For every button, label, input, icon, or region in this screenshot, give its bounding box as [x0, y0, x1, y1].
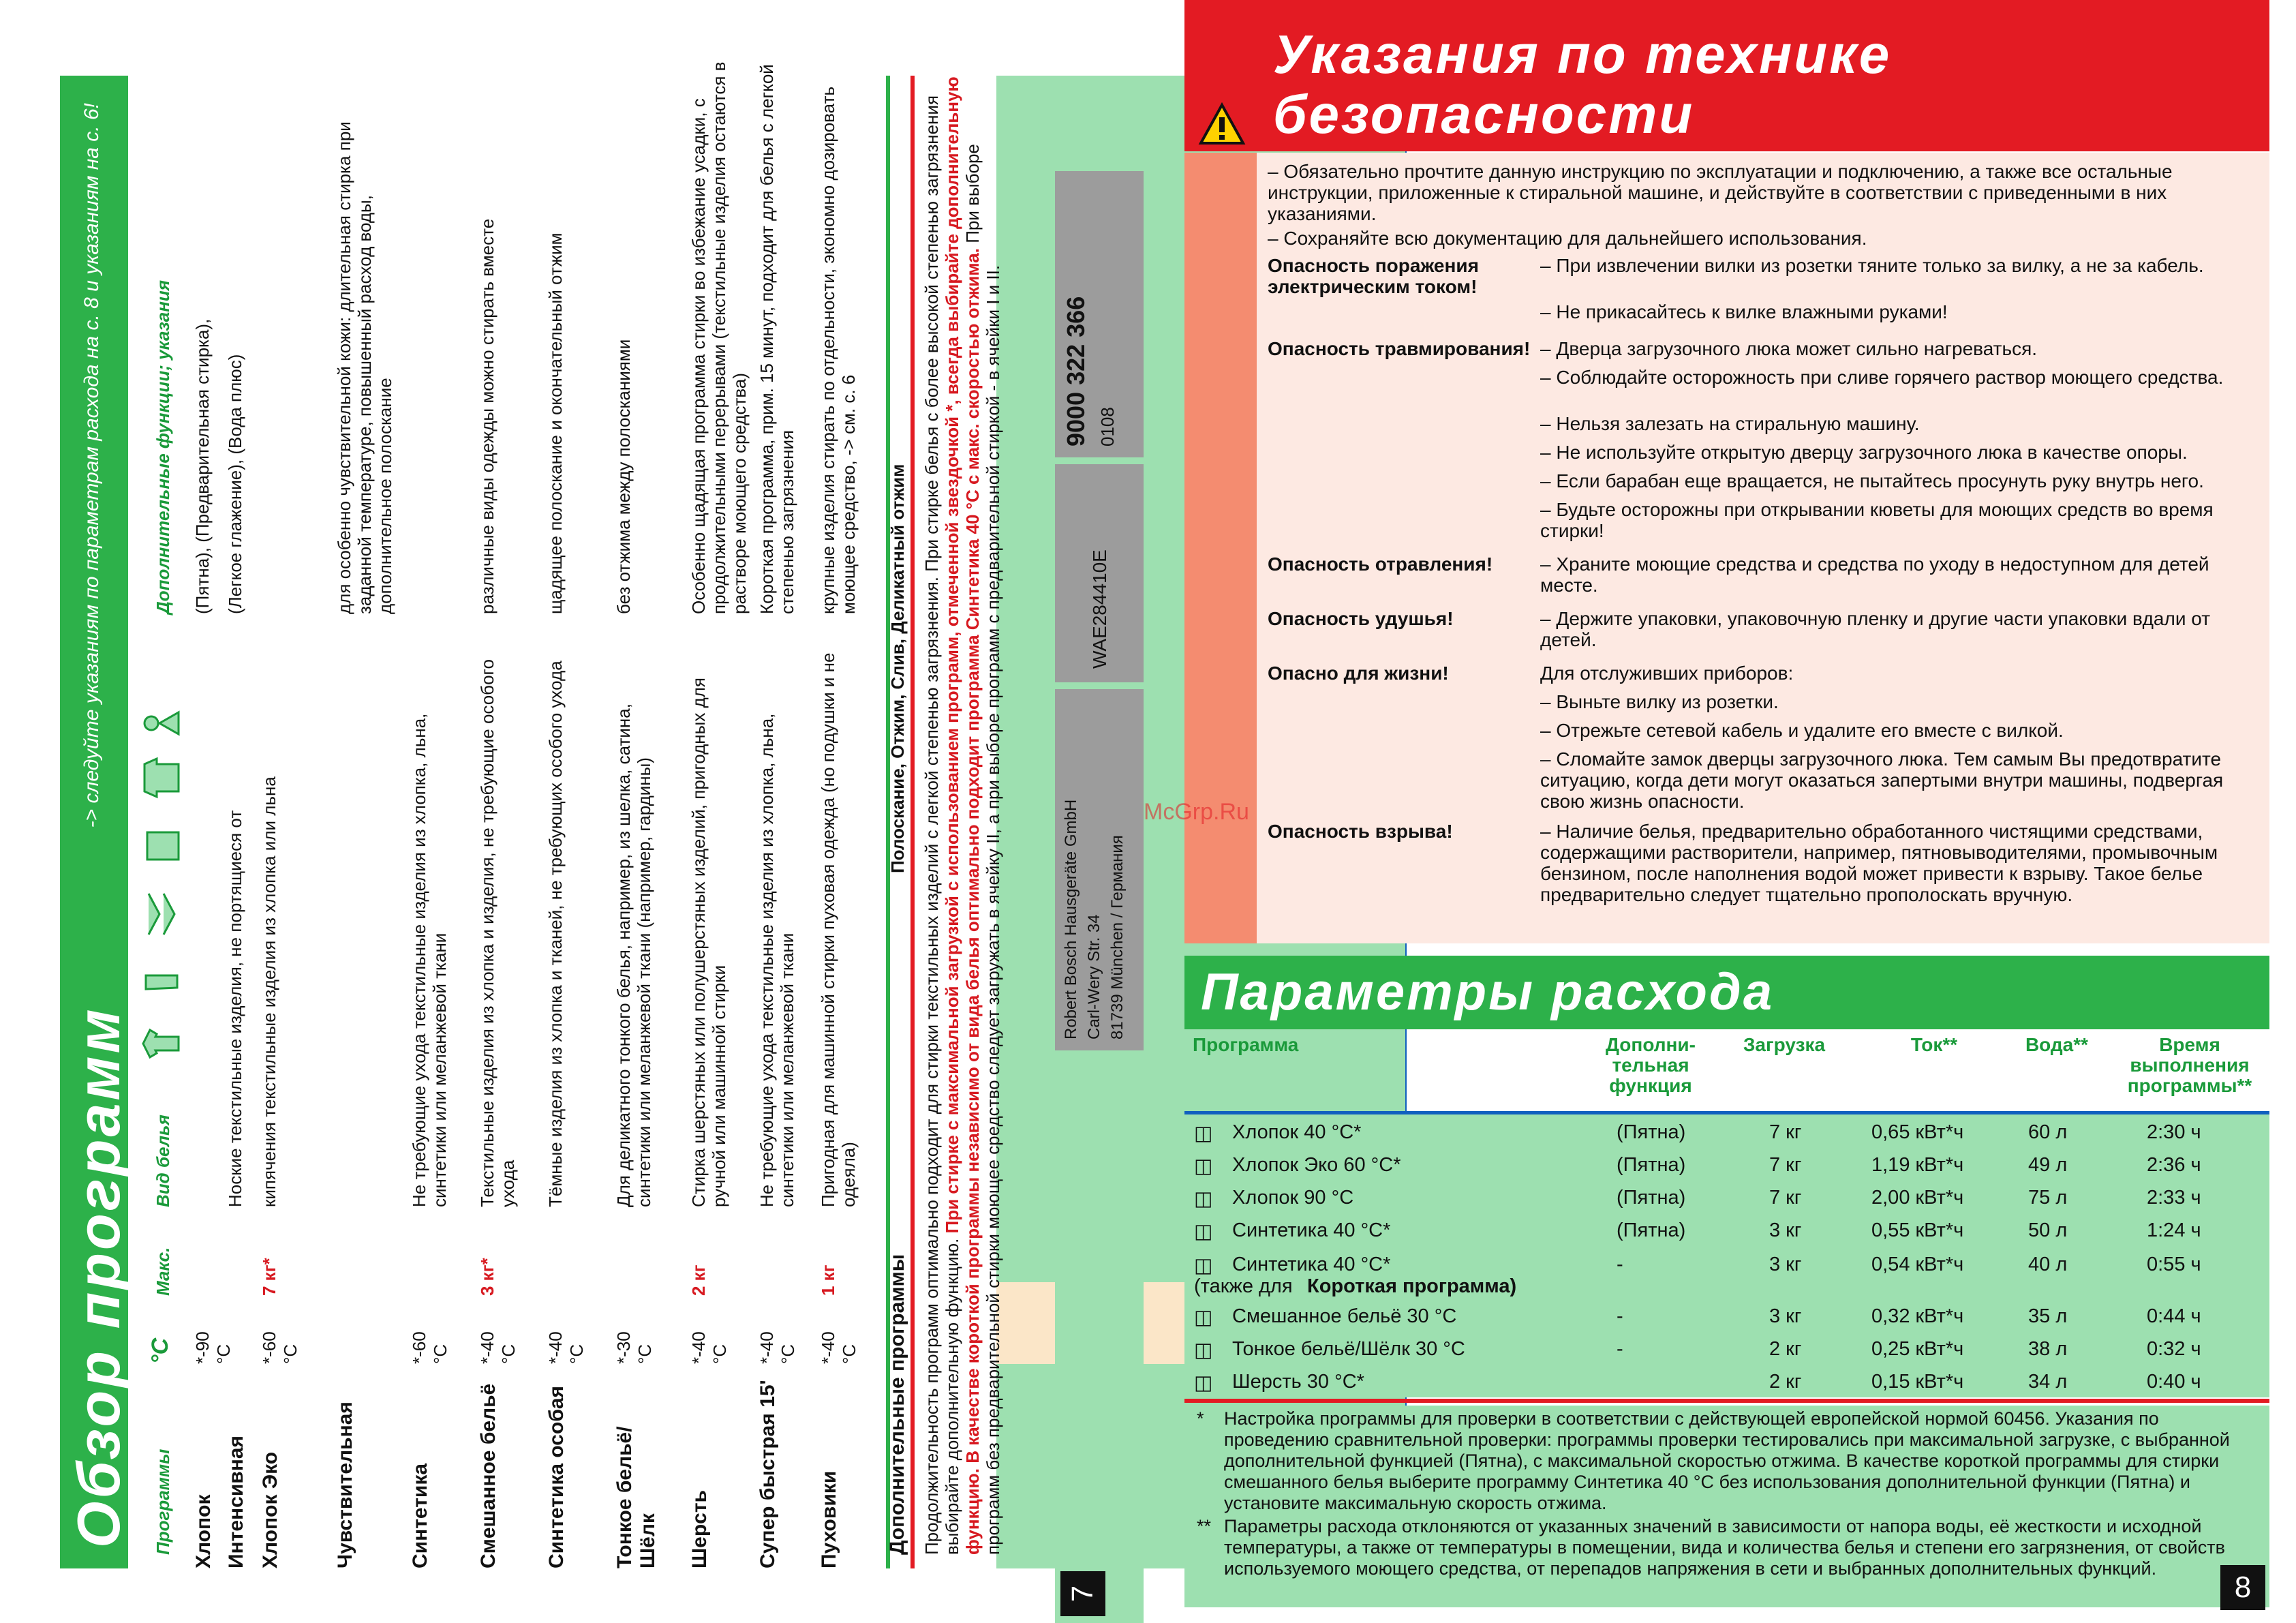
cell-water: 60 л [2028, 1121, 2068, 1143]
danger-label-3: Опасность отравления! [1268, 553, 1493, 575]
danger-item: – Не используйте открытую дверцу загрузочного люка в качестве опоры. [1540, 442, 2188, 463]
page-number-8: 8 [2220, 1565, 2265, 1610]
address-line-1: Robert Bosch Hausgeräte GmbH [1062, 799, 1080, 1040]
program-symbol-icon: ◫ [1194, 1188, 1213, 1210]
cell-water: 34 л [2028, 1371, 2068, 1393]
safety-title [1273, 25, 1891, 145]
danger-item: – Храните моющие средства и средства по уходу в недоступном для детей месте. [1540, 553, 2209, 596]
note-2: Параметры расхода отклоняются от указанных значений в зависимости от напора воды, её жесткости и исходной температуры, а также от температуры в помещении, вида и количества белья и степени его загрязнения, от свойств используемого моющего средства, от перепадов напряжения в сети и выбранных дополнительных функций. [1224, 1516, 2225, 1579]
cell-power: 1,19 кВт*ч [1871, 1154, 1964, 1176]
program-name: Тонкое бельё/Шёлк [613, 1426, 659, 1568]
cell-load: 3 кг [1769, 1219, 1802, 1241]
additional-programs-list: Полоскание, Отжим, Слив, Деликатный отжим [887, 464, 908, 873]
cell-load: 2 кг [1769, 1371, 1802, 1393]
danger-item: – Наличие белья, предварительно обработанного чистящими средствами, содержащими растворители, например, пятновыводителями, промывочным бензином, после наполнения водой может привести к взрыву. Такое белье предварительно следует тщательно прополоскать вручную. [1540, 821, 2218, 905]
header-temp: °C [147, 1337, 173, 1364]
cell-power: 0,55 кВт*ч [1871, 1219, 1964, 1241]
cell-program: Синтетика 40 °C* [1232, 1254, 1391, 1275]
program-options: различные виды одежды можно стирать вместе [477, 218, 498, 614]
program-max: 2 кг [688, 1264, 709, 1296]
cell-program: Шерсть 30 °C* [1232, 1371, 1364, 1393]
overview-header [132, 76, 187, 1568]
cell-time: 2:30 ч [2147, 1121, 2201, 1143]
program-symbol-icon: ◫ [1194, 1221, 1213, 1243]
program-name: Хлопок Эко [259, 1451, 281, 1568]
overview-title-bar [60, 76, 132, 1568]
program-temp: *-90 °C [192, 1331, 234, 1364]
program-kind: Стирка шерстяных или полушерстяных изделий, пригодных для ручной или машинной стирки [688, 678, 729, 1207]
danger-item: – Выньте вилку из розетки. [1540, 691, 1779, 712]
code-number-2: 0108 [1097, 407, 1118, 446]
header-kind: Вид белья [153, 1114, 173, 1207]
col-time [2118, 1035, 2261, 1096]
danger-item: – Отрежьте сетевой кабель и удалите его вместе с вилкой. [1540, 720, 2064, 741]
info-text: Продолжительность программ оптимально подходит для стирки текстильных изделий с легкой степенью загрязнения. При стирке белья с более высокой степенью загрязнения выбирайте дополнительную функцию. [921, 95, 962, 1555]
program-kind: Не требующие ухода текстильные изделия из хлопка, льна, синтетики или меланжевой ткани [409, 713, 450, 1207]
danger-item: – Сломайте замок дверцы загрузочного люка. Тем самым Вы предотвратите ситуацию, когда дети могут оказаться запертыми внутри машины, подвергая свою жизнь опасности. [1540, 748, 2224, 812]
program-temp: *-60 °C [259, 1331, 301, 1364]
cell-water: 38 л [2028, 1338, 2068, 1360]
model-number: WAE284410E [1089, 549, 1110, 669]
cell-water: 50 л [2028, 1219, 2068, 1241]
program-symbol-icon: ◫ [1194, 1255, 1213, 1277]
program-options: Особенно щадящая программа стирки во избежание усадки, с продолжительными перерывами (текстильные изделия остаются в растворе моющего средства) [688, 61, 750, 614]
cell-load: 2 кг [1769, 1338, 1802, 1360]
danger-item: Для отслуживших приборов: [1540, 663, 1794, 684]
program-options: без отжима между полосканиями [613, 339, 634, 614]
program-kind: Текстильные изделия из хлопка и изделия, не требующие особого ухода [477, 659, 518, 1207]
safety-title-bar [1184, 0, 2269, 151]
program-symbol-icon: ◫ [1194, 1123, 1213, 1144]
danger-item: – Дверца загрузочного люка может сильно нагреваться. [1540, 338, 2038, 359]
cell-option: - [1617, 1338, 1623, 1360]
program-temp: *-40 °C [756, 1331, 798, 1364]
col-option-1: Дополни- [1606, 1034, 1696, 1055]
danger-label-5: Опасно для жизни! [1268, 663, 1449, 684]
cell-option: (Пятна) [1617, 1187, 1686, 1209]
cell-program: Тонкое бельё/Шёлк 30 °C [1232, 1338, 1465, 1360]
cell-time: 2:36 ч [2147, 1154, 2201, 1176]
program-symbol-icon: ◫ [1194, 1372, 1213, 1394]
program-temp: *-60 °C [409, 1331, 450, 1364]
program-max: 3 кг* [477, 1258, 498, 1296]
program-temp: *-30 °C [613, 1331, 655, 1364]
consumption-notes [1184, 1406, 2269, 1607]
danger-label-1: Опасность поражения электрическим током! [1268, 255, 1479, 297]
cell-option: (Пятна) [1617, 1219, 1686, 1241]
danger-label-4: Опасность удушья! [1268, 608, 1454, 629]
page-number-7: 7 [1060, 1571, 1105, 1616]
cell-load: 3 кг [1769, 1254, 1802, 1275]
cell-option: - [1617, 1305, 1623, 1327]
program-name: Хлопок [192, 1494, 215, 1568]
safety-intro-1: – Обязательно прочтите данную инструкцию по эксплуатации и подключению, а также все остальные инструкции, приложенные к стиральной машине, и действуйте в соответствии с приведенными в них указаниями. [1268, 161, 2173, 224]
row5-sub-bold: Короткая программа) [1307, 1275, 1517, 1297]
program-symbol-icon: ◫ [1194, 1339, 1213, 1361]
program-max: 7 кг* [259, 1258, 279, 1296]
info-red-text: При стирке с максимальной загрузкой с использованием программ, отмеченной звездочкой *, всегда выбирайте дополнительную функцию. В качестве короткой программы независимо от вида белья оптимально подходит программа Синтетика 40 °C с макс. скоростью отжима. [942, 76, 983, 1555]
note-1-star: * [1197, 1408, 1204, 1429]
cell-time: 0:32 ч [2147, 1338, 2201, 1360]
program-options: для особенно чувствительной кожи: длительная стирка при заданной температуре, повышенный расход воды, дополнительное полоскание [334, 121, 395, 614]
safety-title-line-2: безопасности [1273, 84, 1695, 145]
col-option [1596, 1035, 1705, 1096]
cell-option: (Пятна) [1617, 1154, 1686, 1176]
program-name: Синтетика [409, 1463, 431, 1568]
danger-item: – Держите упаковки, упаковочную пленку и другие части упаковки вдали от детей. [1540, 608, 2211, 650]
cell-option: (Пятна) [1617, 1121, 1686, 1143]
model-box [1055, 464, 1144, 682]
info-text-2: При выборе программ без предварительной стирки моющее средство следует загружать в ячейку II, а при выборе программ с предварительной стиркой - в ячейки I и II. [962, 144, 1003, 1555]
overview-title: Обзор программ [65, 1006, 132, 1548]
cell-power: 0,54 кВт*ч [1871, 1254, 1964, 1275]
cell-water: 75 л [2028, 1187, 2068, 1209]
consumption-table [1184, 1111, 2269, 1397]
cell-water: 35 л [2028, 1305, 2068, 1327]
cell-program: Хлопок 40 °C* [1232, 1121, 1362, 1143]
header-options: Дополнительные функции; указания [153, 279, 173, 614]
note-1: Настройка программы для проверки в соответствии с действующей европейской нормой 60456. Указания по проведению сравнительной проверки: программы проверки тестировались при максимальной загрузке, с выбранной дополнительной функцией (Пятна), с максимальной скоростью отжима. В качестве короткой программы для стирки смешанного белья выберите программу Синтетика 40 °C без использования дополнительной функции (Пятна) и установите максимальную скорость отжима. [1224, 1408, 2230, 1513]
cell-load: 7 кг [1769, 1187, 1802, 1209]
cell-power: 0,65 кВт*ч [1871, 1121, 1964, 1143]
program-max: 1 кг [818, 1264, 838, 1296]
danger-label-6: Опасность взрыва! [1268, 821, 1453, 842]
address-box [1055, 689, 1144, 1050]
warning-icon [1198, 102, 1246, 146]
cell-power: 0,32 кВт*ч [1871, 1305, 1964, 1327]
cell-load: 7 кг [1769, 1154, 1802, 1176]
program-kind: Тёмные изделия из хлопка и тканей, не требующих особого ухода [545, 661, 566, 1207]
col-load: Загрузка [1743, 1034, 1826, 1055]
cell-load: 3 кг [1769, 1305, 1802, 1327]
col-option-3: функция [1609, 1075, 1692, 1096]
cell-water: 40 л [2028, 1254, 2068, 1275]
overview-title-note: -> следуйте указаниям по параметрам расхода на с. 8 и указаниям на с. 6! [80, 103, 103, 828]
row5-sub-text: (также для [1194, 1275, 1293, 1297]
col-time-1: Время [2159, 1034, 2220, 1055]
cell-program: Смешанное бельё 30 °C [1232, 1305, 1457, 1327]
program-temp: *-40 °C [688, 1331, 730, 1364]
additional-programs-title: Дополнительные программы [886, 1254, 908, 1555]
cell-power: 2,00 кВт*ч [1871, 1187, 1964, 1209]
cell-program: Синтетика 40 °C* [1232, 1219, 1391, 1241]
header-programs: Программы [153, 1448, 173, 1555]
danger-item: – Будьте осторожны при открывании кюветы для моющих средств во время стирки! [1540, 499, 2214, 541]
col-water: Вода** [2025, 1034, 2089, 1055]
cell-program: Хлопок Эко 60 °C* [1232, 1154, 1401, 1176]
safety-title-line-1: Указания по технике [1273, 24, 1892, 85]
info-block [921, 76, 1003, 1555]
danger-item: – Если барабан еще вращается, не пытайтесь просунуть руку внутрь него. [1540, 470, 2204, 491]
danger-label-2: Опасность травмирования! [1268, 338, 1531, 359]
program-name: Пуховики [818, 1470, 840, 1568]
cell-power: 0,15 кВт*ч [1871, 1371, 1964, 1393]
program-options: (Пятна), (Предварительная стирка), [192, 318, 213, 614]
laundry-symbols-icon [136, 682, 184, 1064]
danger-item: – Нельзя залезать на стиральную машину. [1540, 413, 1920, 434]
program-kind: Не требующие ухода текстильные изделия из хлопка, льна, синтетики или меланжевой ткани [756, 713, 797, 1207]
program-name: Смешанное бельё [477, 1383, 500, 1568]
code-box [1055, 171, 1144, 457]
cell-time: 2:33 ч [2147, 1187, 2201, 1209]
program-options: щадящее полоскание и окончательный отжим [545, 232, 566, 614]
cell-time: 0:55 ч [2147, 1254, 2201, 1275]
program-kind: кипячения текстильные изделия из хлопка или льна [259, 776, 279, 1207]
cell-program: Хлопок 90 °C [1232, 1187, 1354, 1209]
address-line-3: 81739 München / Германия [1108, 835, 1127, 1040]
code-number: 9000 322 366 [1062, 296, 1090, 446]
program-name: Интенсивная [225, 1435, 247, 1568]
program-name: Супер быстрая 15' [756, 1380, 779, 1568]
col-time-3: программы** [2127, 1075, 2252, 1096]
program-options: Короткая программа, прим. 15 минут, подходит для белья с легкой степенью загрязнения [756, 64, 797, 614]
note-2-star: ** [1197, 1516, 1212, 1536]
cell-option: - [1617, 1254, 1623, 1275]
page-arrow-bg [1055, 1214, 1144, 1623]
program-kind: Пригодная для машинной стирки пуховая одежда (но подушки и не одеяла) [818, 652, 859, 1207]
cell-load: 7 кг [1769, 1121, 1802, 1143]
danger-item: – Соблюдайте осторожность при сливе горячего раствор моющего средства. [1540, 367, 2224, 388]
red-divider [910, 76, 915, 1568]
cell-time: 0:40 ч [2147, 1371, 2201, 1393]
danger-item: – Не прикасайтесь к вилке влажными руками! [1540, 301, 1948, 322]
col-program: Программа [1193, 1034, 1299, 1055]
program-kind: Для деликатного тонкого белья, например, из шелка, сатина, синтетики или меланжевой ткани (например, гардины) [613, 703, 654, 1207]
program-kind: Ноские текстильные изделия, не портящиеся от [225, 810, 245, 1207]
program-name: Чувствительная [334, 1401, 356, 1568]
cell-time: 1:24 ч [2147, 1219, 2201, 1241]
program-symbol-icon: ◫ [1194, 1307, 1213, 1329]
program-temp: *-40 °C [545, 1331, 587, 1364]
safety-intro-2: – Сохраняйте всю документацию для дальнейшего использования. [1268, 228, 1867, 249]
col-power: Ток** [1910, 1034, 1958, 1055]
safety-and-consumption-page [1144, 0, 2296, 1623]
program-options: крупные изделия стирать по отдельности, экономно дозировать моющее средство, -> см. с. 6 [818, 86, 859, 614]
cell-time: 0:44 ч [2147, 1305, 2201, 1327]
col-option-2: тельная [1612, 1055, 1689, 1076]
program-options: (Легкое глажение), (Вода плюс) [225, 354, 245, 614]
program-name: Шерсть [688, 1490, 711, 1568]
address-line-2: Carl-Wery Str. 34 [1085, 914, 1103, 1040]
header-max: Макс. [153, 1247, 173, 1296]
program-name: Синтетика особая [545, 1385, 568, 1568]
cell-water: 49 л [2028, 1154, 2068, 1176]
consumption-title-bar [1184, 956, 2269, 1029]
watermark: McGrp.Ru [1144, 799, 1249, 825]
program-symbol-icon: ◫ [1194, 1155, 1213, 1177]
program-temp: *-40 °C [477, 1331, 519, 1364]
cell-power: 0,25 кВт*ч [1871, 1338, 1964, 1360]
col-time-2: выполнения [2130, 1055, 2250, 1076]
consumption-title: Параметры расхода [1201, 963, 1775, 1021]
notes-divider [1184, 1399, 2269, 1403]
danger-item: – При извлечении вилки из розетки тяните только за вилку, а не за кабель. [1540, 255, 2204, 276]
program-temp: *-40 °C [818, 1331, 859, 1364]
